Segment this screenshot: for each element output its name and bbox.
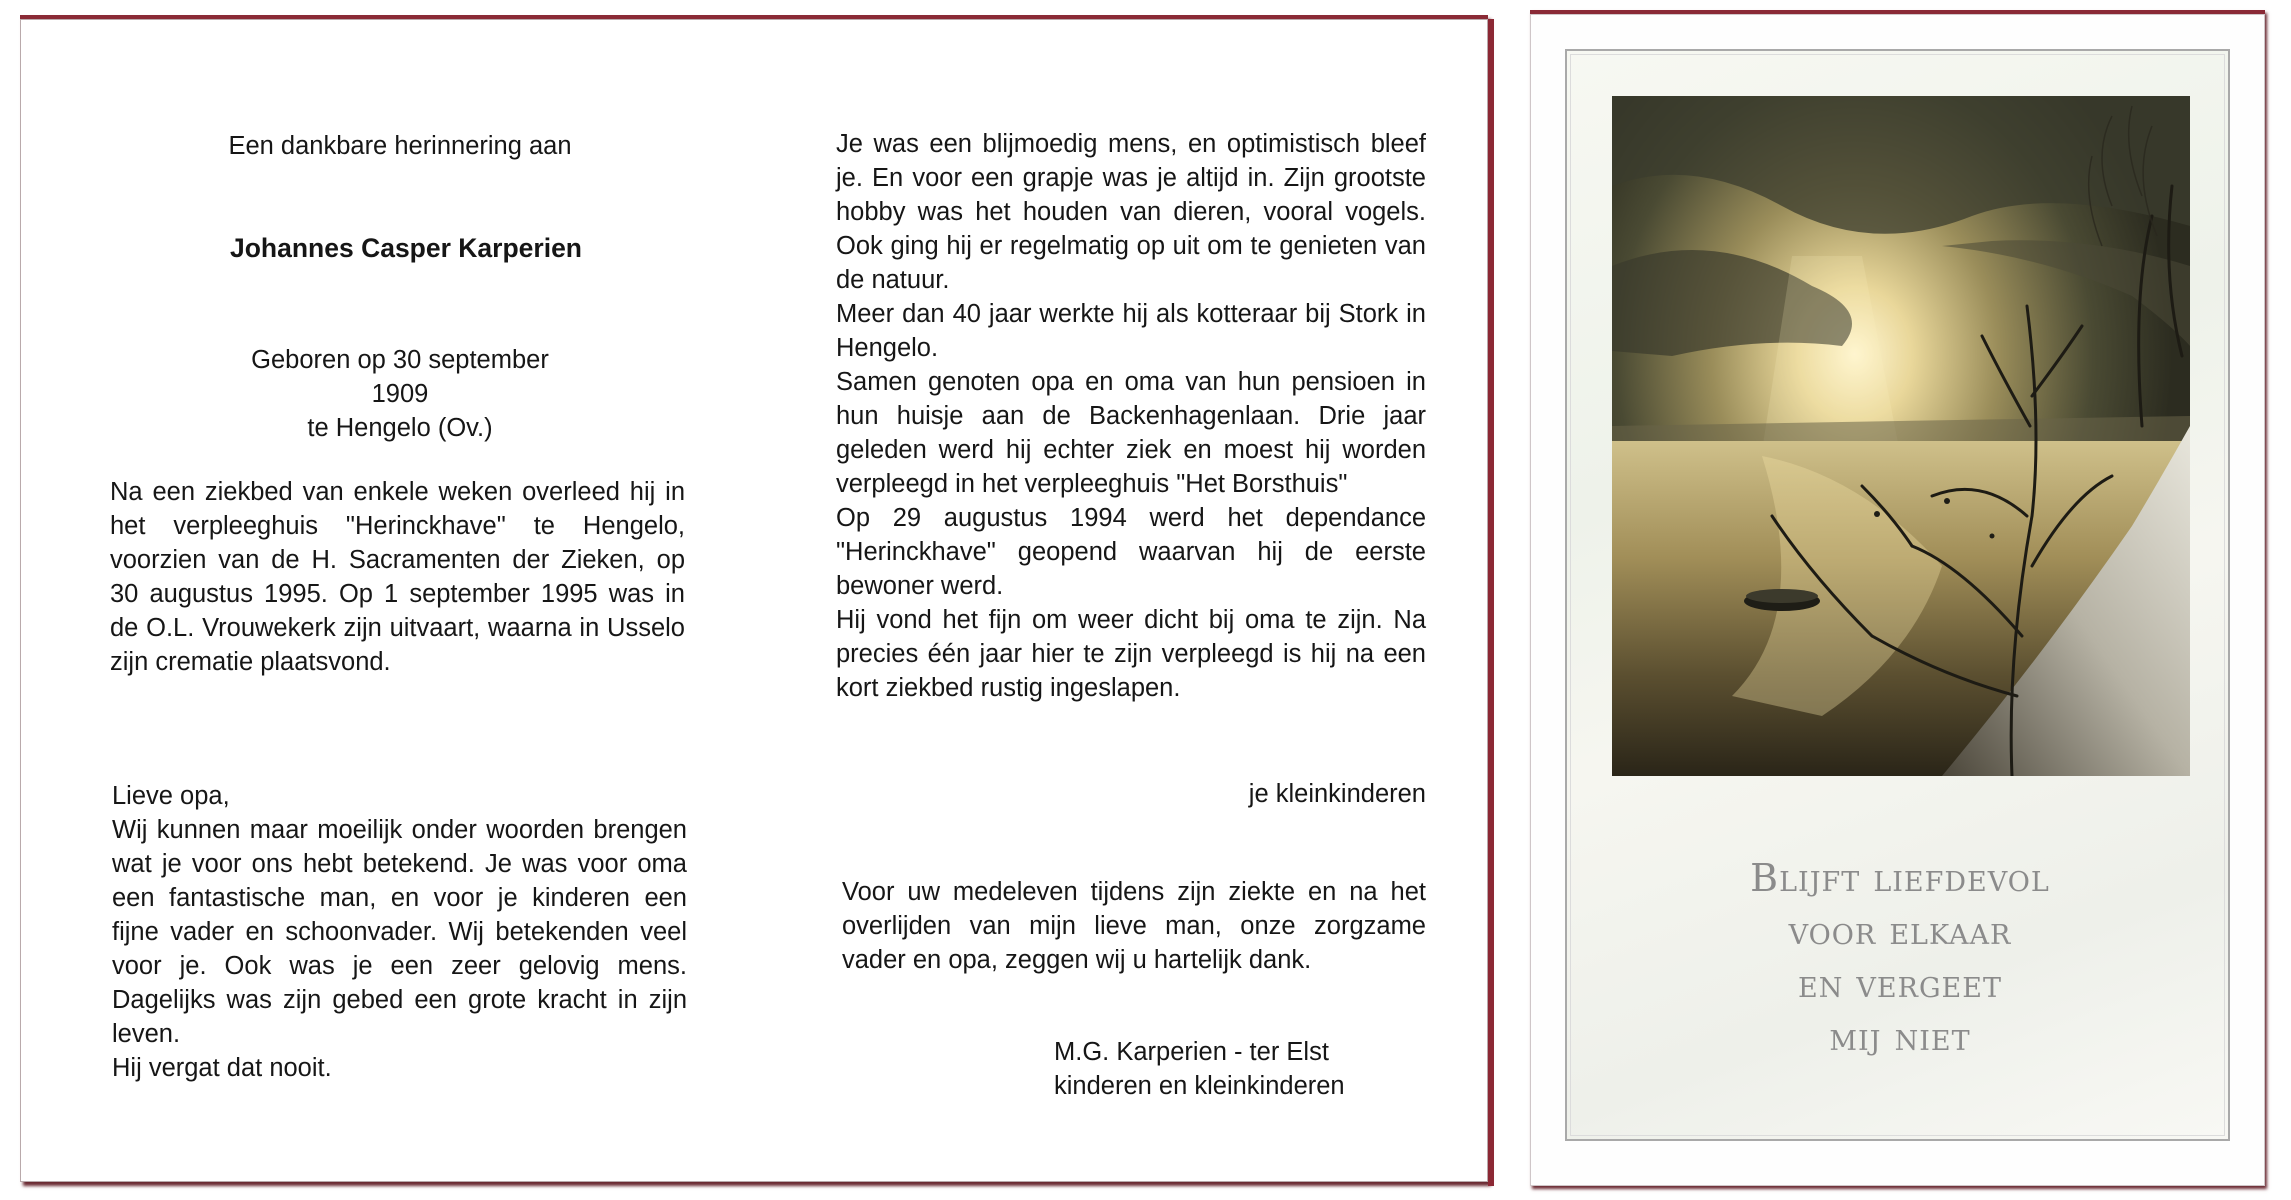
death-announcement: Na een ziekbed van enkele weken overleed hij in het verpleeghuis "Herinckhave" te Hengelo, voorzien van de H. Sacramenten der Zieken, op 30 augustus 1995. Op 1 september 1995 was in de O.L. Vrouwekerk zijn uitvaart, waarna in Usselo zijn crematie plaatsvond. <box>110 478 685 676</box>
memory-paragraph: Meer dan 40 jaar werkte hij als kotteraar bij Stork in Hengelo. <box>836 300 1426 362</box>
birth-place: te Hengelo (Ov.) <box>307 414 493 442</box>
intro-text: Een dankbare herinnering aan <box>228 132 572 160</box>
cover-verse-line: en vergeet <box>1798 962 2002 1006</box>
memory-paragraph: Je was een blijmoedig mens, en optimistisch bleef je. En voor een grapje was je altijd in. Zijn grootste hobby was het houden van dieren, vooral vogels. Ook ging hij er regelmatig op uit om te genieten van de natuur. <box>836 130 1426 294</box>
family-signature-name: M.G. Karperien - ter Elst <box>1054 1038 1329 1066</box>
cover-verse <box>1600 852 2200 1064</box>
thanks-text: Voor uw medeleven tijdens zijn ziekte en na het overlijden van mijn lieve man, onze zorgzame vader en opa, zeggen wij u hartelijk dank. <box>842 878 1426 974</box>
grandchildren-letter <box>112 779 687 1085</box>
letter-closing: Hij vergat dat nooit. <box>112 1054 332 1082</box>
cover-verse-line: Blijft liefdevol <box>1750 856 2050 900</box>
cover-verse-line: voor elkaar <box>1788 909 2012 953</box>
lake-sunset-photo <box>1612 96 2190 776</box>
family-signature-relatives: kinderen en kleinkinderen <box>1054 1072 1345 1100</box>
letter-greeting: Lieve opa, <box>112 782 230 810</box>
lake-sunset-illustration <box>1612 96 2190 776</box>
memory-paragraph: Op 29 augustus 1994 werd het dependance "Herinckhave" geopend waarvan hij de eerste bewoner werd. <box>836 504 1426 600</box>
memory-paragraph: Samen genoten opa en oma van hun pensioen in hun huisje aan de Backenhagenlaan. Drie jaar geleden werd hij echter ziek en moest hij worden verpleegd in het verpleeghuis "Het Borsthuis" <box>836 368 1426 498</box>
grandchildren-signature: je kleinkinderen <box>1248 780 1426 808</box>
deceased-name: Johannes Casper Karperien <box>230 233 582 263</box>
memories-text <box>836 127 1426 705</box>
memory-paragraph: Hij vond het fijn om weer dicht bij oma te zijn. Na precies één jaar hier te zijn verpleegd is hij na een kort ziekbed rustig ingeslapen. <box>836 606 1426 702</box>
family-signature <box>1054 1035 1414 1103</box>
letter-body: Wij kunnen maar moeilijk onder woorden brengen wat je voor ons hebt betekend. Je was voor oma een fantastische man, en voor je kinderen een fijne vader en schoonvader. Wij betekenden veel voor je. Ook was je een zeer gelovig mens. Dagelijks was zijn gebed een grote kracht in zijn leven. <box>112 816 687 1048</box>
birth-date: Geboren op 30 september 1909 <box>251 346 549 408</box>
cover-verse-line: mij niet <box>1829 1015 1971 1059</box>
inside-card <box>20 15 1488 1182</box>
birth-info <box>220 343 580 445</box>
